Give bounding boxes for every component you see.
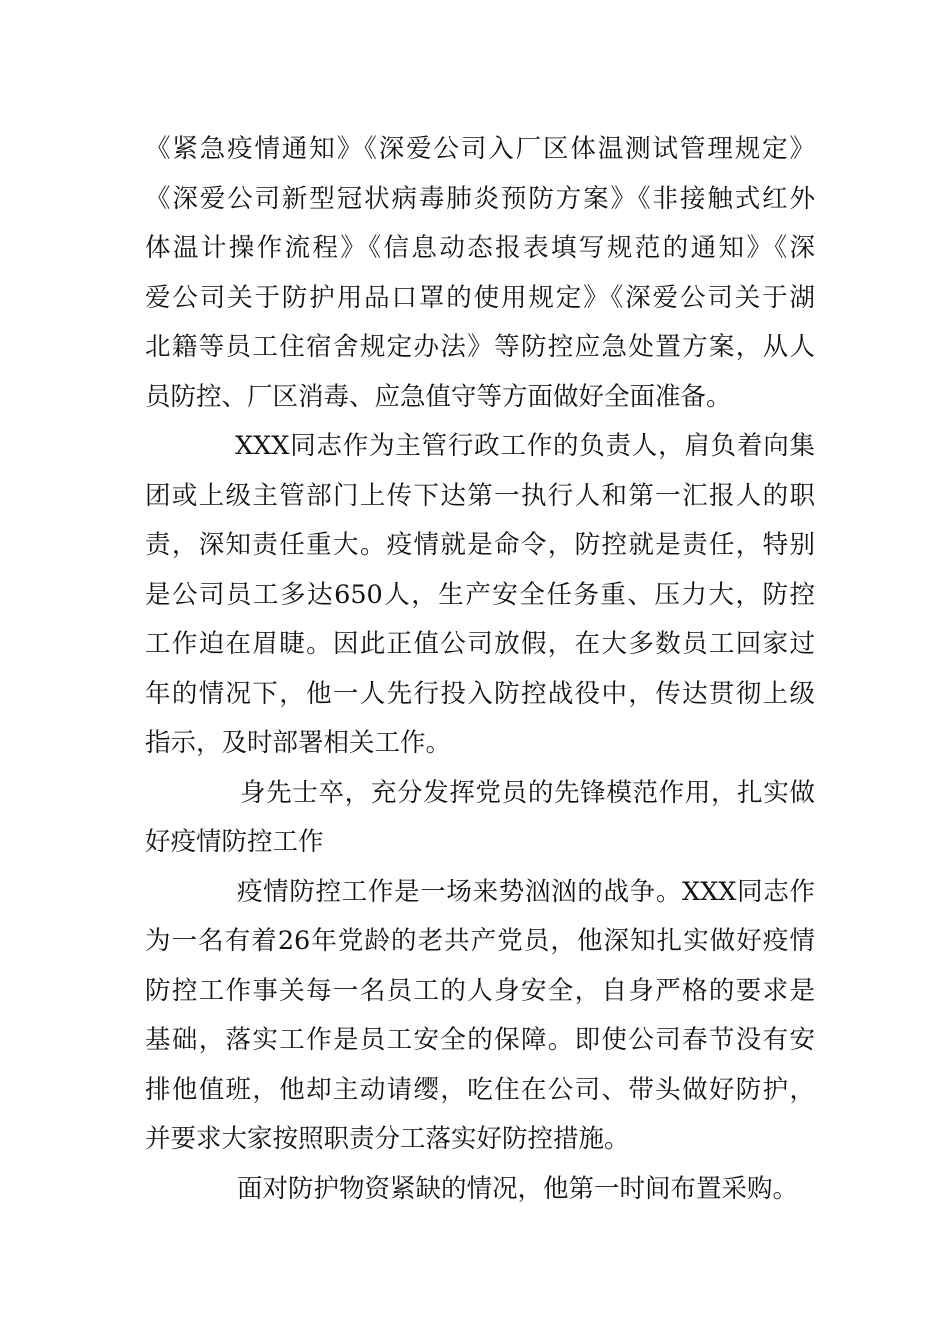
section-heading-line: 身先士卒，充分发挥党员的先锋模范作用，扎实做 [240,777,815,808]
paragraph-line: 排他值班，他却主动请缨，吃住在公司、带头做好防护， [145,1074,815,1105]
paragraph-line: 北籍等员工住宿舍规定办法》等防控应急处置方案，从人 [145,332,815,362]
paragraph-line: 面对防护物资紧缺的情况，他第一时间布置采购。 [237,1173,799,1204]
paragraph-responsibility [145,422,815,769]
paragraph-line: 员防控、厂区消毒、应急值守等方面做好全面准备。 [145,381,732,412]
paragraph-procurement [145,1165,815,1215]
paragraph-line: 《紧急疫情通知》《深爱公司入厂区体温测试管理规定》 [145,134,815,164]
paragraph-line: 年的情况下，他一人先行投入防控战役中，传达贯彻上级 [145,678,815,709]
paragraph-line: 责，深知责任重大。疫情就是命令，防控就是责任，特别 [145,530,815,560]
paragraph-line: 团或上级主管部门上传下达第一执行人和第一汇报人的职 [145,480,815,511]
paragraph-line: 爱公司关于防护用品口罩的使用规定》《深爱公司关于湖 [145,282,815,313]
paragraph-emergency-plans [145,125,815,422]
paragraph-line: XXX同志作为主管行政工作的负责人，肩负着向集 [235,431,815,461]
section-heading-line: 好疫情防控工作 [145,827,324,857]
paragraph-line: 是公司员工多达650人，生产安全任务重、压力大，防控 [145,579,815,610]
paragraph-line: 《深爱公司新型冠状病毒肺炎预防方案》《非接触式红外 [145,183,815,214]
paragraph-party-member [145,868,815,1165]
paragraph-line: 为一名有着26年党龄的老共产党员，他深知扎实做好疫情 [145,926,815,956]
paragraph-line: 疫情防控工作是一场来势汹汹的战争。XXX同志作 [237,876,815,907]
document-body [145,125,815,1214]
paragraph-line: 基础，落实工作是员工安全的保障。即使公司春节没有安 [145,1025,815,1055]
paragraph-line: 体温计操作流程》《信息动态报表填写规范的通知》《深 [145,233,815,263]
paragraph-line: 工作迫在眉睫。因此正值公司放假，在大多数员工回家过 [145,629,815,659]
paragraph-line: 指示，及时部署相关工作。 [145,728,452,758]
section-heading [145,769,815,868]
paragraph-line: 防控工作事关每一名员工的人身安全，自身严格的要求是 [145,975,815,1006]
paragraph-line: 并要求大家按照职责分工落实好防控措施。 [145,1124,630,1154]
